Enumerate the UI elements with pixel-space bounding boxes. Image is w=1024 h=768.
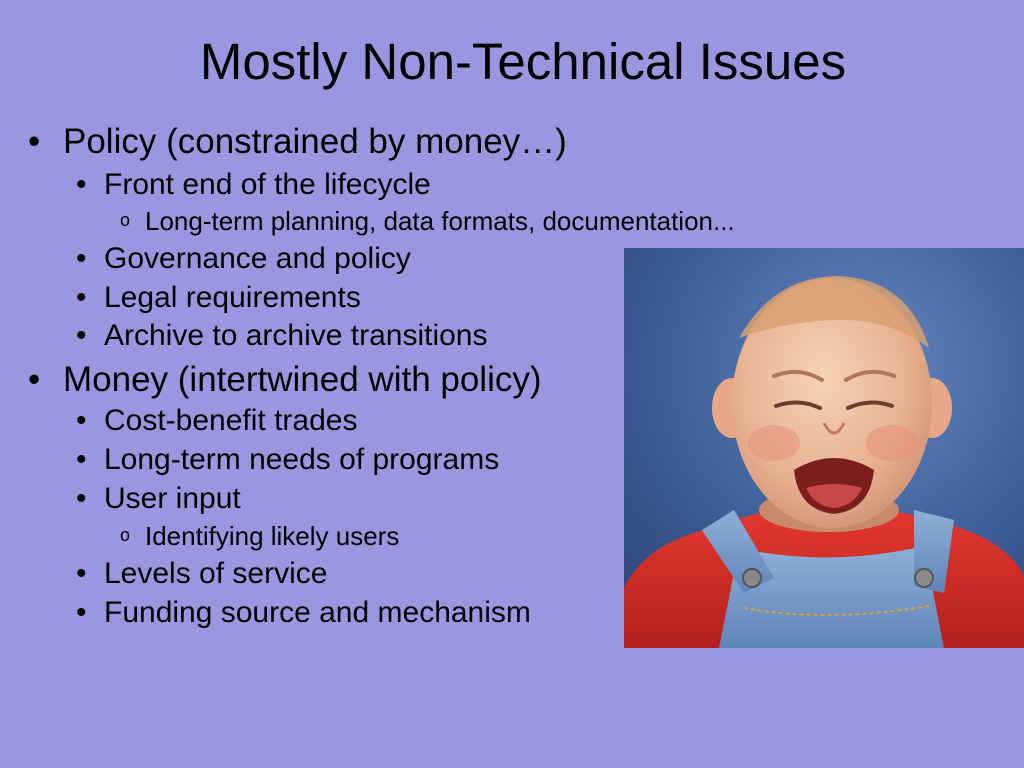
bullet-marker: •	[76, 404, 87, 437]
bullet-text: Front end of the lifecycle	[104, 168, 431, 201]
bullet-marker: o	[120, 525, 131, 545]
bullet-marker: o	[120, 210, 131, 230]
bullet-marker: •	[76, 482, 87, 515]
bullet-marker: •	[76, 168, 87, 201]
bullet-marker: •	[76, 242, 87, 275]
crying-baby-illustration	[624, 248, 1024, 648]
bullet-text: Archive to archive transitions	[104, 319, 488, 352]
bullet-marker: •	[76, 443, 87, 476]
bullet-text: User input	[104, 482, 241, 515]
slide-title: Mostly Non-Technical Issues	[199, 33, 847, 90]
bullet-marker: •	[28, 360, 41, 399]
bullet-text: Policy (constrained by money…)	[63, 122, 567, 161]
bullet-marker: •	[76, 281, 87, 314]
bullet-text: Long-term planning, data formats, documentation...	[145, 206, 735, 236]
bullet-marker: •	[28, 122, 41, 161]
bullet-text: Identifying likely users	[145, 521, 400, 551]
bullet-text: Cost-benefit trades	[104, 404, 358, 437]
bullet-text: Levels of service	[104, 557, 328, 590]
bullet-text: Funding source and mechanism	[104, 596, 531, 629]
bullet-text: Governance and policy	[104, 242, 411, 275]
bullet-text: Money (intertwined with policy)	[63, 360, 542, 399]
bullet-marker: •	[76, 319, 87, 352]
bullet-marker: •	[76, 557, 87, 590]
crying-baby-photo	[624, 248, 1024, 648]
bullet-marker: •	[76, 596, 87, 629]
bullet-text: Long-term needs of programs	[104, 443, 500, 476]
bullet-text: Legal requirements	[104, 281, 361, 314]
